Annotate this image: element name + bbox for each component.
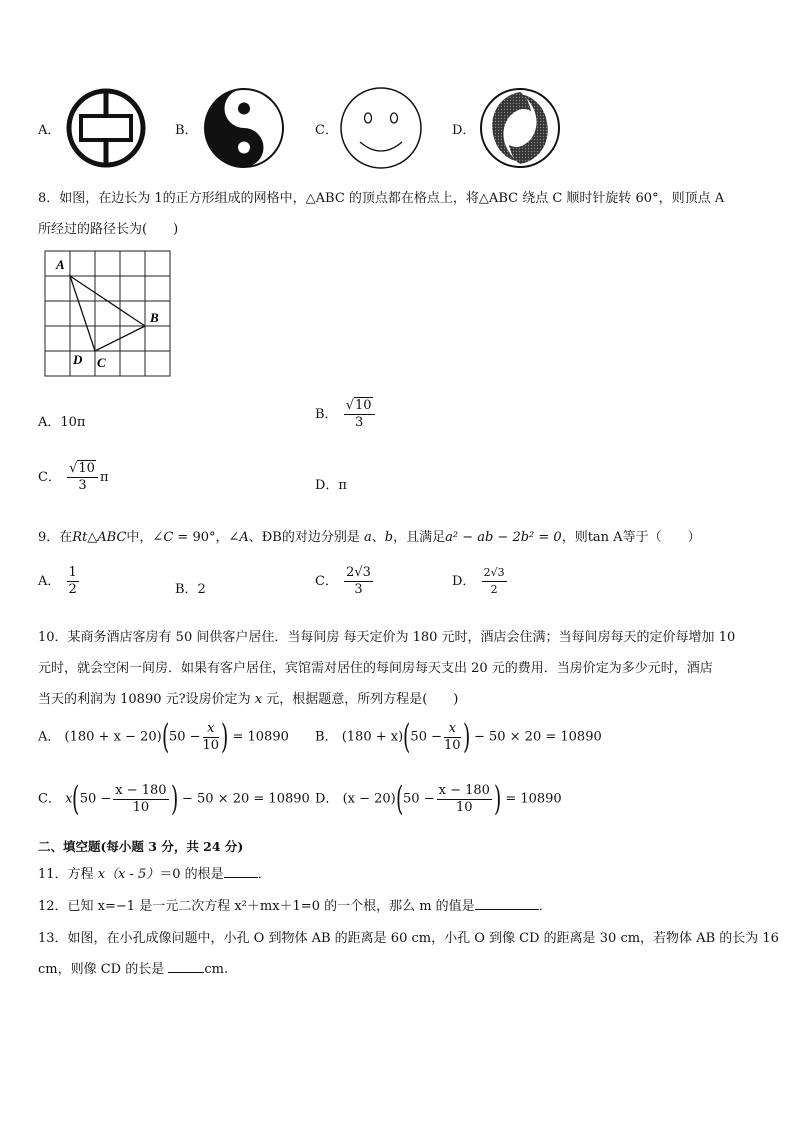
q9-option-a-num: 1	[68, 565, 77, 580]
q8-stem-line2: 所经过的路径长为( )	[38, 222, 179, 237]
q9-option-c-prefix: C．	[315, 574, 338, 589]
q9-p12: ，且满足	[393, 530, 446, 545]
q9-p10: 、	[371, 530, 385, 545]
q10-option-d: D． (x − 20)(50 − $\frac{x - 180}{10}$ ) = 10890	[315, 779, 562, 819]
q12-end: ．	[538, 899, 552, 914]
q8-label-a: A	[56, 257, 65, 272]
q9-p11: b	[384, 530, 394, 545]
q10-line3b: 元，根据题意，所列方程是( )	[262, 692, 459, 707]
q8-option-c-num: 10	[78, 461, 95, 476]
q9-p13: a² − ab − 2b² = 0	[445, 530, 562, 545]
q11-suffix: ＝0 的根是	[159, 867, 224, 882]
q10-option-a-right: = 10890	[232, 729, 289, 745]
q12-text: 12．已知 x=−1 是一元二次方程 x²＋mx＋1=0 的一个根，那么 m 的值是	[38, 899, 475, 914]
q10-option-b-left: (180 + x)	[341, 729, 404, 745]
q7-option-d-label: D．	[452, 123, 476, 138]
q11-prefix: 11．方程	[38, 867, 98, 882]
q8-option-b-fraction: $\frac{√10}{3}$	[344, 398, 375, 431]
q9-p5: = 90°，∠	[173, 530, 240, 545]
q9-option-a	[38, 565, 81, 598]
q10-line3x: x	[254, 692, 263, 707]
q10-line3a: 当天的利润为 10890 元?设房价定为	[38, 692, 255, 707]
q8-label-b: B	[150, 310, 159, 325]
q7-option-b-yinyang	[203, 87, 285, 169]
q8-option-b	[315, 398, 377, 431]
q10-stem-line3	[38, 688, 458, 707]
q13-line2	[38, 958, 228, 977]
q8-option-c-den: 3	[78, 478, 87, 493]
q10-option-c-num: x − 180	[115, 782, 167, 798]
q8-stem-line1: 8．如图，在边长为 1的正方形组成的网格中，△ABC 的顶点都在格点上，将△ABC 绕点 C 顺时针旋转 60°，则顶点 A	[38, 191, 725, 206]
q10-option-d-right: = 10890	[505, 791, 562, 807]
q9-p6: A	[239, 530, 249, 545]
q10-option-a-den: 10	[202, 737, 220, 753]
q10-option-a: A． (180 + x − 20)(50 − $\frac{x}{10}$ ) = 10890	[38, 717, 289, 757]
q10-option-b-den: 10	[444, 737, 461, 753]
q11-equation: x（x - 5）	[97, 867, 160, 882]
q10-option-d-left: (x − 20)	[342, 791, 396, 807]
q9-option-c	[315, 565, 375, 598]
q9-p3: 中，∠	[126, 530, 164, 545]
q10-option-b: B． (180 + x)(50 − $\frac{x}{10}$ ) − 50 × 20 = 10890	[315, 717, 602, 757]
q10-option-c-right: − 50 × 20 = 10890	[182, 791, 310, 807]
q10-option-a-num: x	[203, 721, 220, 738]
q8-option-c-suffix: π	[99, 470, 109, 485]
q12	[38, 895, 552, 914]
q9-p9: a	[363, 530, 372, 545]
q8-label-c: C	[97, 355, 106, 370]
q8-option-c-fraction: $\frac{√10}{3}$	[67, 461, 98, 494]
q10-option-c: C． x(50 − $\frac{x - 180}{10}$ ) − 50 × 20 = 10890	[38, 779, 310, 819]
q10-option-a-mid: 50 −	[168, 729, 201, 745]
q7-option-a-figure	[65, 88, 147, 168]
q10-option-c-mid: 50 −	[79, 791, 112, 807]
q12-answer-blank[interactable]	[475, 909, 539, 910]
q9-option-b: B．2	[175, 582, 206, 597]
q7-option-c-label: C．	[315, 123, 338, 138]
q13-line1: 13．如图，在小孔成像问题中，小孔 O 到物体 AB 的距离是 60 cm，小孔 O 到像 CD 的距离是 30 cm，若物体 AB 的长为 16	[38, 931, 779, 946]
q10-option-c-den: 10	[132, 799, 150, 815]
q9-option-d	[452, 565, 509, 598]
q9-option-d-num: 2√3	[482, 565, 507, 582]
q9-p1: 9．在	[38, 530, 73, 545]
q11	[38, 863, 271, 882]
q7-option-a-label: A．	[38, 123, 61, 138]
q8-grid-figure	[44, 250, 174, 380]
q10-option-d-num: x − 180	[438, 782, 490, 798]
q10-option-c-prefix: C．	[38, 791, 61, 807]
q9-p7: 、ÐB	[248, 530, 282, 545]
q13-answer-blank[interactable]	[168, 972, 204, 973]
q9-option-d-den: 2	[490, 583, 498, 596]
q8-option-b-prefix: B．	[315, 407, 338, 422]
q9-option-a-den: 2	[68, 582, 77, 597]
q10-option-d-mid: 50 −	[403, 791, 435, 807]
q11-answer-blank[interactable]	[224, 877, 258, 878]
q9-p14: ，则	[561, 530, 588, 545]
q7-option-d-swirl	[479, 87, 561, 169]
q9-p4: C	[163, 530, 174, 545]
q10-option-b-num: x	[444, 721, 461, 738]
q10-stem-line2: 元时，就会空闲一间房．如果有客户居住，宾馆需对居住的每间房每天支出 20 元的费用．当房价定为多少元时，酒店	[38, 661, 713, 676]
q13-line2-end: cm.	[204, 962, 229, 977]
q9-option-c-den: 3	[354, 582, 363, 597]
q8-label-d: D	[73, 352, 83, 367]
q10-option-c-left: x	[65, 791, 73, 807]
q8-option-c-prefix: C．	[38, 470, 61, 485]
q9-option-a-prefix: A．	[38, 574, 61, 589]
section-2-title: 二、填空题(每小题 3 分，共 24 分)	[38, 839, 244, 854]
q9-option-c-num: 2√3	[346, 565, 371, 580]
q10-option-d-den: 10	[455, 799, 473, 815]
q10-option-b-mid: 50 −	[410, 729, 442, 745]
q9-p16: 等于（ ）	[622, 530, 701, 545]
q8-option-c	[38, 461, 108, 494]
q9-p15: tan A	[587, 530, 623, 545]
q10-option-d-prefix: D．	[315, 791, 339, 807]
q10-option-a-left: (180 + x − 20)	[64, 729, 162, 745]
q7-option-b-label: B．	[175, 123, 198, 138]
q10-option-b-right: − 50 × 20 = 10890	[473, 729, 602, 745]
q9-p2: Rt△ABC	[72, 530, 127, 545]
q8-option-a: A．10π	[38, 415, 86, 430]
q7-option-c-smiley	[340, 86, 422, 170]
q8-option-b-num: 10	[355, 398, 372, 413]
q10-option-b-prefix: B．	[315, 729, 338, 745]
q11-end: ．	[257, 867, 271, 882]
q9-stem	[38, 526, 701, 545]
q8-option-d: D．π	[315, 478, 347, 493]
q8-option-b-den: 3	[354, 415, 364, 430]
q9-option-d-prefix: D．	[452, 574, 476, 589]
q9-p8: 的对边分别是	[281, 530, 360, 545]
q13-line2-text: cm，则像 CD 的长是	[38, 962, 169, 977]
q10-option-a-prefix: A．	[38, 729, 61, 745]
q10-stem-line1: 10．某商务酒店客房有 50 间供客户居住．当每间房 每天定价为 180 元时，酒店会住满；当每间房每天的定价每增加 10	[38, 630, 736, 645]
